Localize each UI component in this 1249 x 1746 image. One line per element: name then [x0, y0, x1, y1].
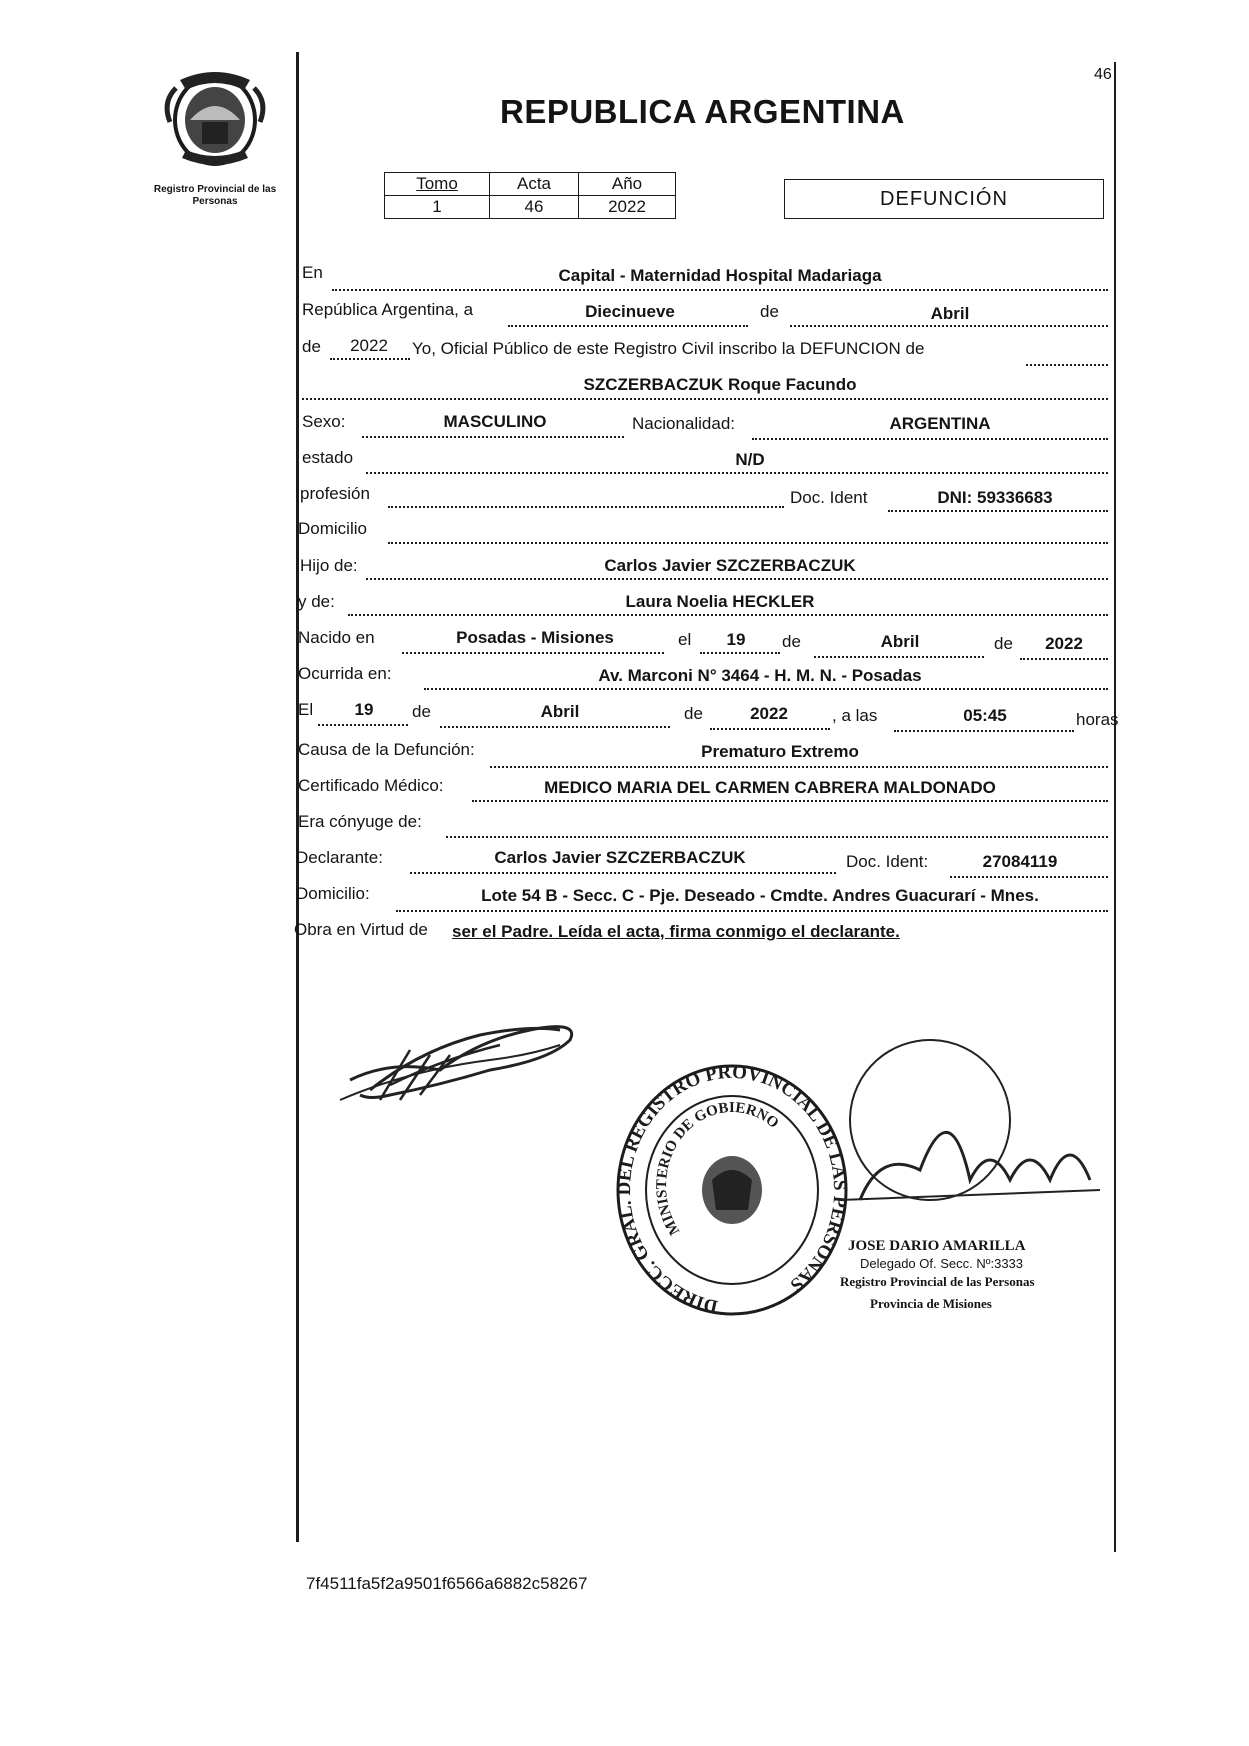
- dotted-line: [388, 506, 784, 508]
- svg-text:MINISTERIO DE GOBIERNO: MINISTERIO DE GOBIERNO: [653, 1099, 782, 1238]
- label-republica: República Argentina, a: [302, 300, 474, 319]
- document-type-box: DEFUNCIÓN: [784, 179, 1104, 219]
- dotted-line: [362, 436, 624, 438]
- obra-texto-value: ser el Padre. Leída el acta, firma conmigo el declarante.: [452, 922, 900, 941]
- sexo-value: MASCULINO: [443, 412, 547, 431]
- label-de: de: [760, 302, 779, 321]
- label-de-5: de: [412, 702, 431, 721]
- declarant-signature: [330, 1000, 590, 1110]
- dotted-line: [388, 542, 1108, 544]
- dotted-line: [318, 724, 408, 726]
- dotted-line: [814, 656, 984, 658]
- official-office: Registro Provincial de las Personas: [840, 1274, 1035, 1289]
- nacionalidad-value: ARGENTINA: [889, 414, 991, 433]
- tomo-header: Tomo: [385, 173, 490, 196]
- dotted-line: [446, 836, 1108, 838]
- dotted-line: [894, 730, 1074, 732]
- dotted-line: [440, 726, 670, 728]
- page-number: 46: [1094, 66, 1112, 83]
- label-a-las: , a las: [832, 706, 878, 725]
- label-declarante: Declarante:: [296, 848, 383, 867]
- dotted-line: [790, 325, 1108, 327]
- label-estado: estado: [302, 448, 354, 467]
- padre-value: Carlos Javier SZCZERBACZUK: [604, 556, 856, 575]
- label-y-de: y de:: [298, 592, 335, 611]
- dotted-line: [396, 910, 1108, 912]
- fecha-mes-value: Abril: [540, 702, 580, 721]
- nacido-mes-value: Abril: [880, 632, 920, 651]
- declarante-value: Carlos Javier SZCZERBACZUK: [494, 848, 746, 867]
- official-signature: [820, 1030, 1120, 1250]
- dotted-line: [410, 872, 836, 874]
- official-stamp: [612, 1060, 852, 1320]
- label-nacionalidad: Nacionalidad:: [632, 414, 736, 433]
- label-doc-ident: Doc. Ident: [790, 488, 868, 507]
- register-table: [384, 172, 676, 219]
- dotted-line: [348, 614, 1108, 616]
- dotted-line: [888, 510, 1108, 512]
- dotted-line: [366, 578, 1108, 580]
- label-de-3: de: [782, 632, 801, 651]
- dotted-line: [332, 289, 1108, 291]
- causa-value: Prematuro Extremo: [701, 742, 859, 761]
- declarante-doc-value: 27084119: [982, 852, 1058, 871]
- oficial-statement: Yo, Oficial Público de este Registro Civil inscribo la DEFUNCION de: [412, 339, 925, 358]
- label-ocurrida-en: Ocurrida en:: [298, 664, 392, 683]
- label-hijo-de: Hijo de:: [300, 556, 358, 575]
- document-title: REPUBLICA ARGENTINA: [500, 93, 905, 130]
- dotted-line: [508, 325, 748, 327]
- label-sexo: Sexo:: [302, 412, 346, 431]
- nacido-lugar-value: Posadas - Misiones: [456, 628, 614, 647]
- declarante-domicilio-value: Lote 54 B - Secc. C - Pje. Deseado - Cmdte. Andres Guacurarí - Mnes.: [481, 886, 1039, 905]
- label-el: el: [678, 630, 692, 649]
- madre-value: Laura Noelia HECKLER: [625, 592, 815, 611]
- nacido-anio-value: 2022: [1045, 634, 1083, 653]
- fallecido-value: SZCZERBACZUK Roque Facundo: [583, 375, 857, 394]
- fecha-anio-value: 2022: [750, 704, 788, 723]
- mes-value: Abril: [930, 304, 970, 323]
- tomo-value: 1: [385, 196, 490, 219]
- dotted-line: [302, 398, 1108, 400]
- left-margin-line: [296, 52, 299, 1542]
- label-domicilio: Domicilio: [298, 519, 367, 538]
- label-de-4: de: [994, 634, 1013, 653]
- acta-header: Acta: [490, 173, 579, 196]
- anio-value: 2022: [579, 196, 676, 219]
- lugar-value: Capital - Maternidad Hospital Madariaga: [558, 266, 882, 285]
- label-el-cap: El: [298, 700, 314, 719]
- official-name: JOSE DARIO AMARILLA: [848, 1238, 1026, 1254]
- estado-value: N/D: [735, 450, 765, 469]
- dotted-line: [752, 438, 1108, 440]
- right-margin-line: [1114, 62, 1116, 1552]
- dotted-line: [950, 876, 1108, 878]
- hora-value: 05:45: [963, 706, 1007, 725]
- dotted-line: [330, 358, 410, 360]
- label-conyuge: Era cónyuge de:: [298, 812, 422, 831]
- dia-letras-value: Diecinueve: [585, 302, 675, 321]
- label-nacido-en: Nacido en: [298, 628, 375, 647]
- anio-header: Año: [579, 173, 676, 196]
- label-profesion: profesión: [300, 484, 370, 503]
- dotted-line: [710, 728, 830, 730]
- issuer-caption: Registro Provincial de las Personas: [153, 184, 277, 207]
- dotted-line: [402, 652, 664, 654]
- anio-value-text: 2022: [350, 336, 388, 355]
- label-de-6: de: [684, 704, 703, 723]
- fecha-dia-value: 19: [354, 700, 374, 719]
- official-role: Delegado Of. Secc. Nº:3333: [860, 1256, 1024, 1271]
- dotted-line: [700, 652, 780, 654]
- ocurrida-en-value: Av. Marconi N° 3464 - H. M. N. - Posadas: [598, 666, 922, 685]
- dotted-line: [1026, 364, 1108, 366]
- dotted-line: [1020, 658, 1108, 660]
- document-hash: 7f4511fa5f2a9501f6566a6882c58267: [306, 1574, 588, 1593]
- label-causa: Causa de la Defunción:: [298, 740, 475, 759]
- province-emblem-logo: [160, 62, 270, 172]
- label-en: En: [302, 263, 323, 282]
- acta-value: 46: [490, 196, 579, 219]
- dotted-line: [424, 688, 1108, 690]
- certificado-value: MEDICO MARIA DEL CARMEN CABRERA MALDONADO: [544, 778, 996, 797]
- documento-value: DNI: 59336683: [937, 488, 1053, 507]
- label-doc-ident-2: Doc. Ident:: [846, 852, 929, 871]
- dotted-line: [472, 800, 1108, 802]
- label-horas: horas: [1076, 710, 1119, 729]
- svg-text:DIRECC. GRAL. DEL REGISTRO PRO: DIRECC. GRAL. DEL REGISTRO PROVINCIAL DE LAS PERSONAS: [613, 1061, 851, 1317]
- dotted-line: [366, 472, 1108, 474]
- dotted-line: [490, 766, 1108, 768]
- label-domicilio-2: Domicilio:: [296, 884, 370, 903]
- obra-prefix: Obra en Virtud de: [294, 920, 428, 939]
- label-certificado: Certificado Médico:: [298, 776, 444, 795]
- label-de-2: de: [302, 337, 321, 356]
- nacido-dia-value: 19: [726, 630, 746, 649]
- official-province: Provincia de Misiones: [870, 1296, 992, 1311]
